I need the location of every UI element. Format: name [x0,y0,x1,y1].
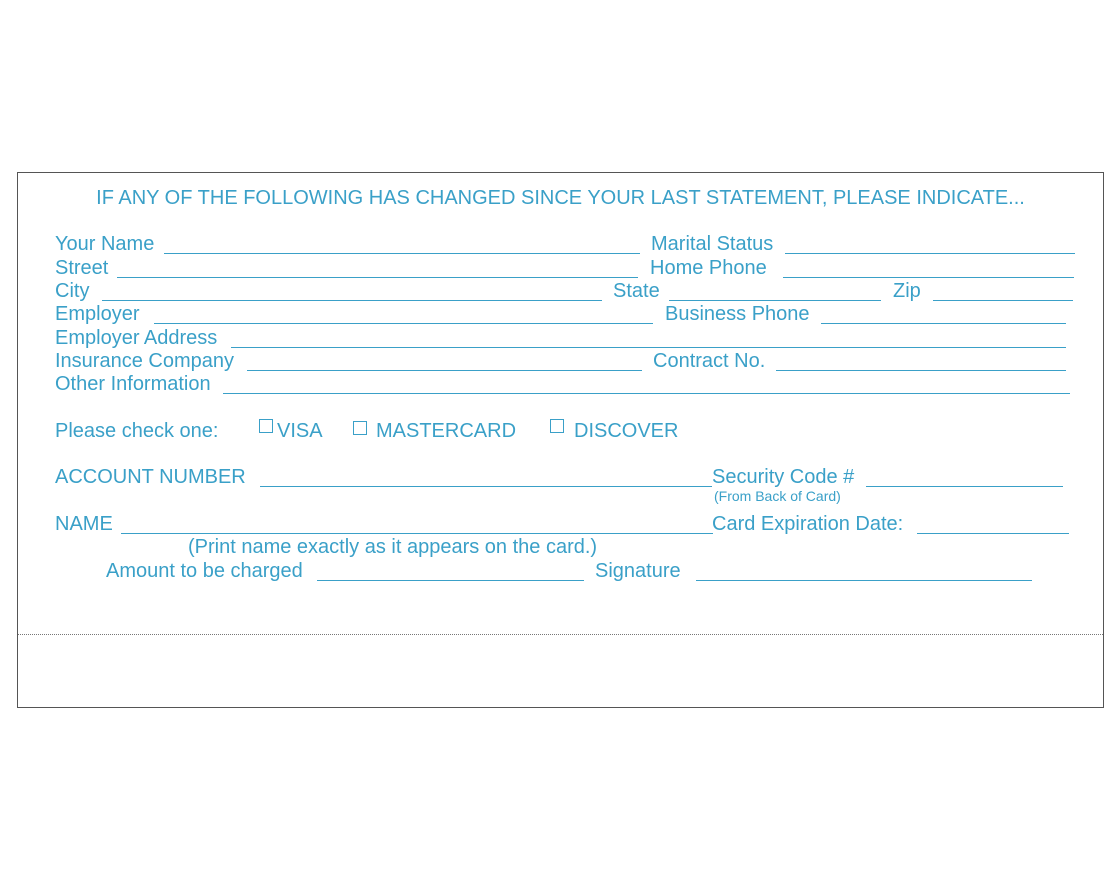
security-code-label: Security Code # [712,466,855,488]
security-code-note: (From Back of Card) [714,488,841,504]
name-label: NAME [55,513,113,535]
contract-no-field[interactable] [776,370,1066,371]
zip-label: Zip [893,280,921,302]
other-information-label: Other Information [55,373,211,395]
zip-field[interactable] [933,300,1073,301]
employer-address-field[interactable] [231,347,1066,348]
perforation-line [18,634,1103,635]
street-label: Street [55,257,109,279]
mastercard-label: MASTERCARD [376,420,517,442]
mastercard-checkbox[interactable] [353,421,367,435]
city-field[interactable] [102,300,602,301]
business-phone-field[interactable] [821,323,1066,324]
business-phone-label: Business Phone [665,303,810,325]
statement-change-form [17,172,1104,708]
home-phone-field[interactable] [783,277,1074,278]
insurance-company-label: Insurance Company [55,350,234,372]
city-label: City [55,280,90,302]
discover-label: DISCOVER [574,420,679,442]
name-field[interactable] [121,533,713,534]
your-name-label: Your Name [55,233,155,255]
state-label: State [613,280,660,302]
amount-charged-field[interactable] [317,580,584,581]
amount-charged-label: Amount to be charged [106,560,303,582]
employer-field[interactable] [154,323,653,324]
signature-field[interactable] [696,580,1032,581]
form-heading: IF ANY OF THE FOLLOWING HAS CHANGED SINCE YOUR LAST STATEMENT, PLEASE INDICATE... [96,187,1025,209]
contract-no-label: Contract No. [653,350,766,372]
check-one-label: Please check one: [55,420,219,442]
marital-status-label: Marital Status [651,233,774,255]
account-number-label: ACCOUNT NUMBER [55,466,246,488]
discover-checkbox[interactable] [550,419,564,433]
card-expiration-field[interactable] [917,533,1069,534]
insurance-company-field[interactable] [247,370,642,371]
your-name-field[interactable] [164,253,640,254]
card-expiration-label: Card Expiration Date: [712,513,904,535]
signature-label: Signature [595,560,681,582]
other-information-field[interactable] [223,393,1070,394]
visa-label: VISA [277,420,323,442]
visa-checkbox[interactable] [259,419,273,433]
home-phone-label: Home Phone [650,257,767,279]
state-field[interactable] [669,300,881,301]
name-note: (Print name exactly as it appears on the card.) [188,536,598,558]
street-field[interactable] [117,277,638,278]
employer-label: Employer [55,303,140,325]
security-code-field[interactable] [866,486,1063,487]
marital-status-field[interactable] [785,253,1075,254]
employer-address-label: Employer Address [55,327,218,349]
account-number-field[interactable] [260,486,712,487]
